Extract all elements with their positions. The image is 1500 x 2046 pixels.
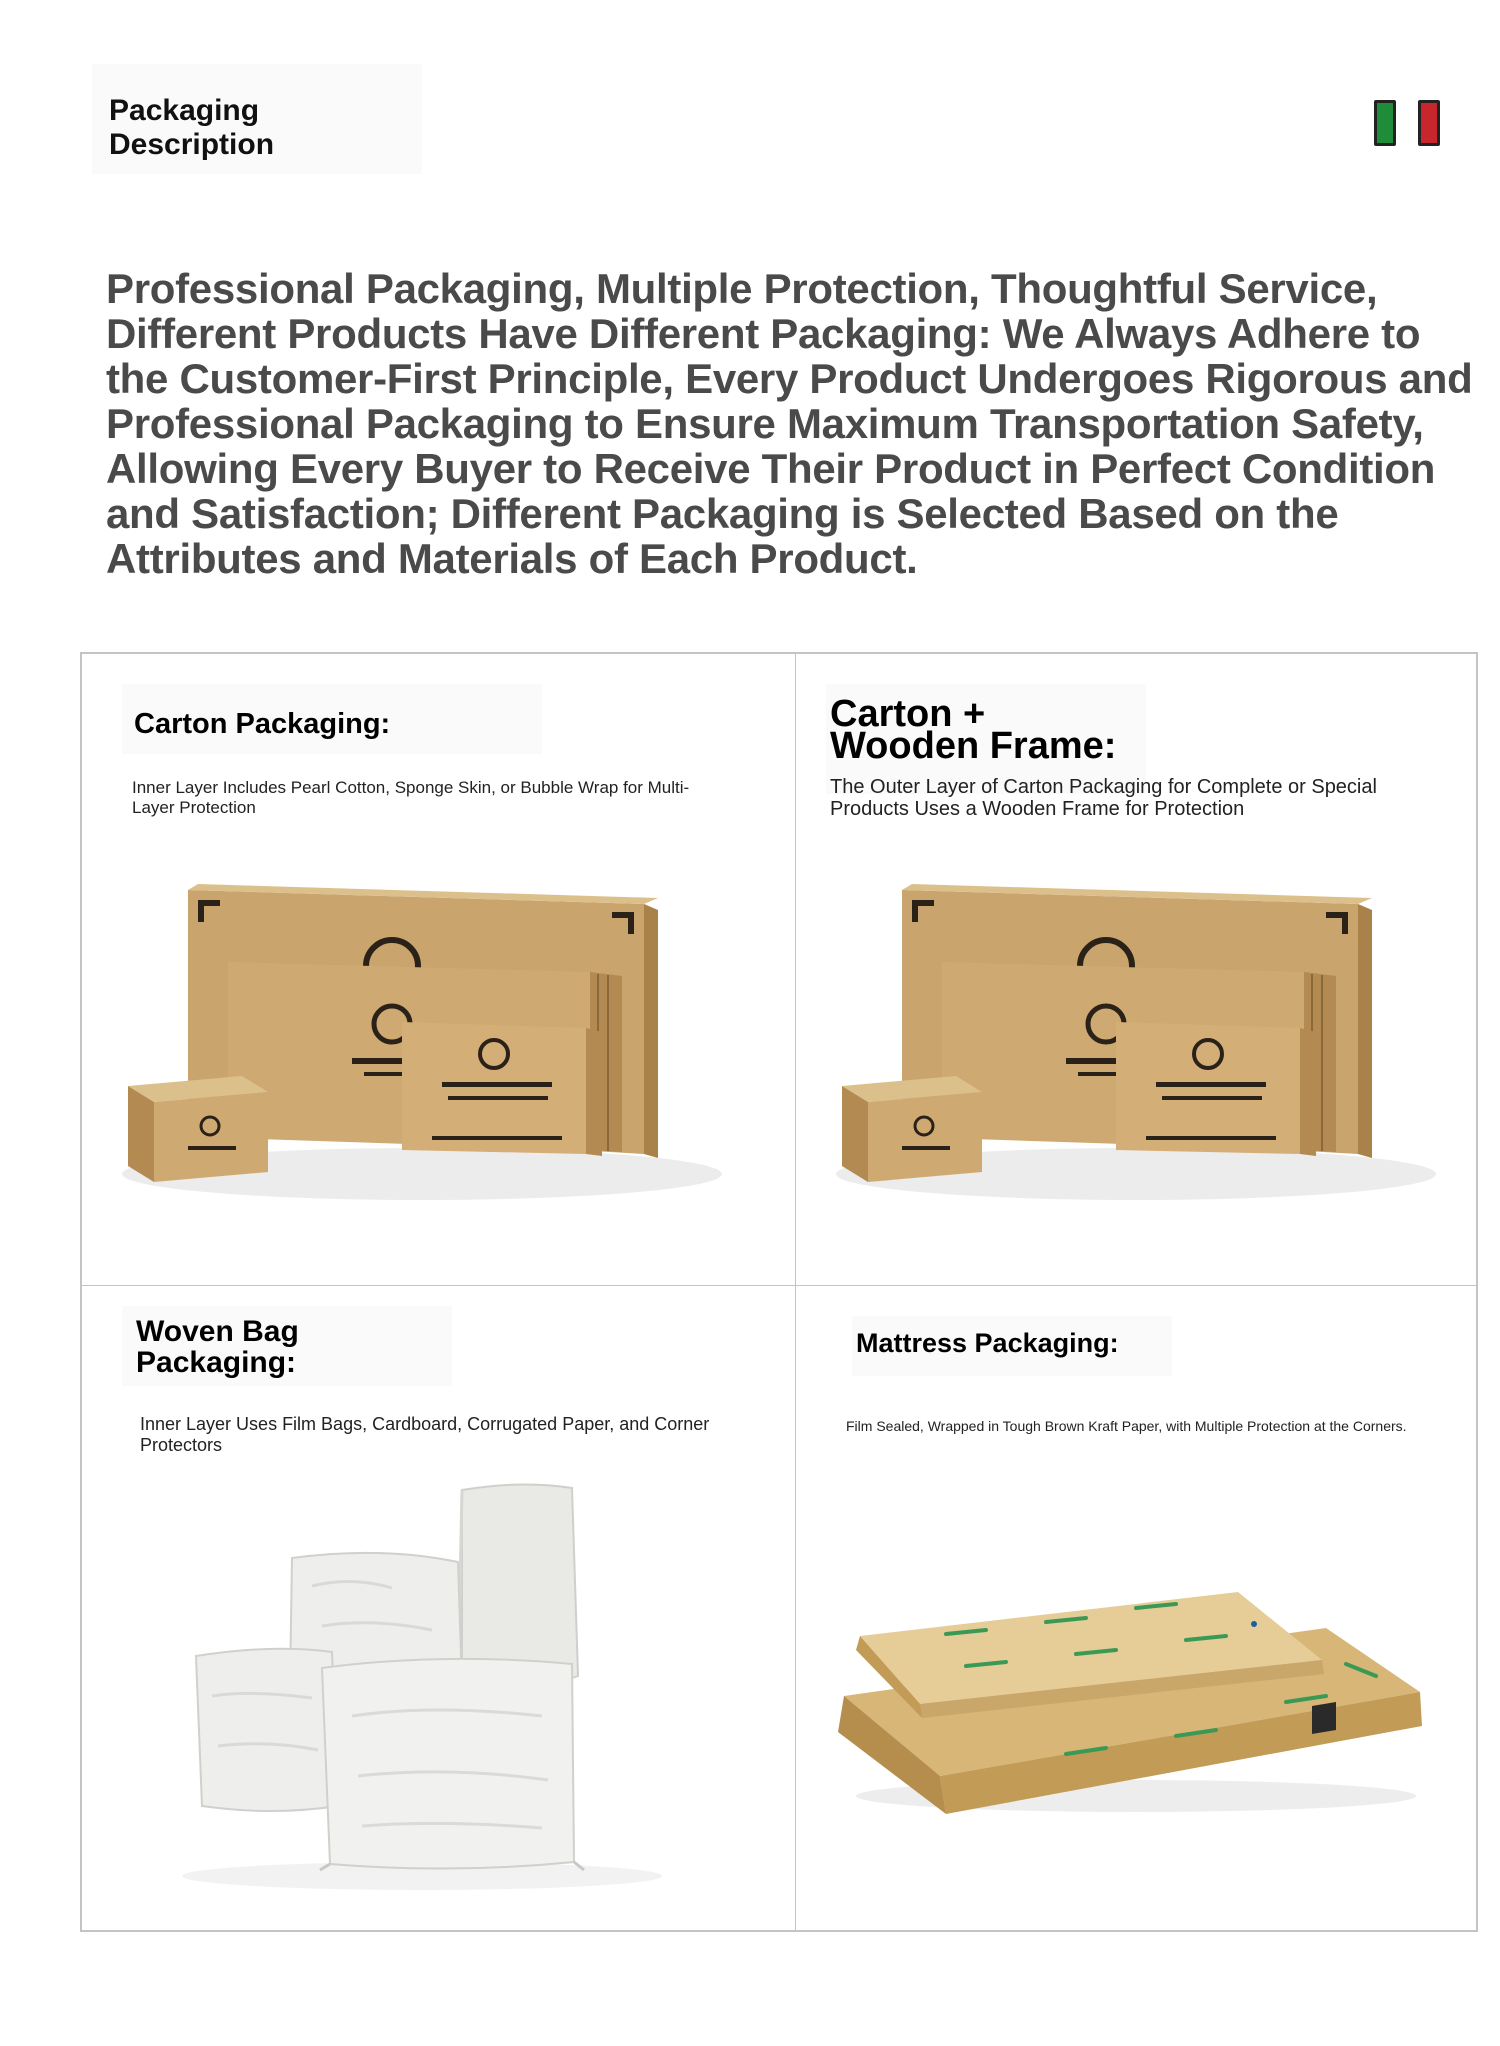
- package-title-line1: Carton +: [830, 693, 986, 735]
- woven-bags-image: [162, 1476, 682, 1896]
- package-description: The Outer Layer of Carton Packaging for Complete or Special Products Uses a Wooden Frame for Protection: [830, 776, 1377, 820]
- carton-boxes-image: [102, 854, 722, 1204]
- package-description: Inner Layer Includes Pearl Cotton, Sponge Skin, or Bubble Wrap for Multi-Layer Protection: [132, 778, 690, 817]
- intro-paragraph: Professional Packaging, Multiple Protection, Thoughtful Service, Different Products Have Different Packaging: We Always Adhere to the Customer-First Principle, Every Product Undergoes Rigorous and Professional Packaging to Ensure Maximum Transportation Safety, Allowing Every Buyer to Receive Their Product in Perfect Condition and Satisfaction; Different Packaging is Selected Based on the Attributes and Materials of Each Product.: [106, 265, 1473, 582]
- package-title: Mattress Packaging:: [856, 1328, 1119, 1358]
- page-title: Packaging Description: [92, 64, 422, 174]
- package-description: Film Sealed, Wrapped in Tough Brown Kraft Paper, with Multiple Protection at the Corners.: [846, 1418, 1407, 1434]
- package-title: [830, 693, 1117, 767]
- flag-red-stripe: [1418, 100, 1440, 146]
- package-title: Carton Packaging:: [134, 708, 391, 740]
- package-card-mattress: [796, 1286, 1496, 1906]
- package-description: Inner Layer Uses Film Bags, Cardboard, Corrugated Paper, and Corner Protectors: [140, 1414, 710, 1455]
- packaging-grid: [80, 652, 1478, 1932]
- package-title-line2: Wooden Frame:: [830, 725, 1117, 767]
- package-card-woven-bag: [82, 1286, 782, 1906]
- flag-green-stripe: [1374, 100, 1396, 146]
- package-title-line1: Woven Bag: [136, 1315, 299, 1348]
- package-card-carton-wooden-frame: [796, 654, 1496, 1274]
- package-title: [136, 1316, 299, 1378]
- carton-boxes-image: [816, 854, 1436, 1204]
- package-title-line2: Packaging:: [136, 1346, 297, 1379]
- wrapped-mattress-image: [816, 1526, 1446, 1826]
- package-card-carton: [82, 654, 782, 1274]
